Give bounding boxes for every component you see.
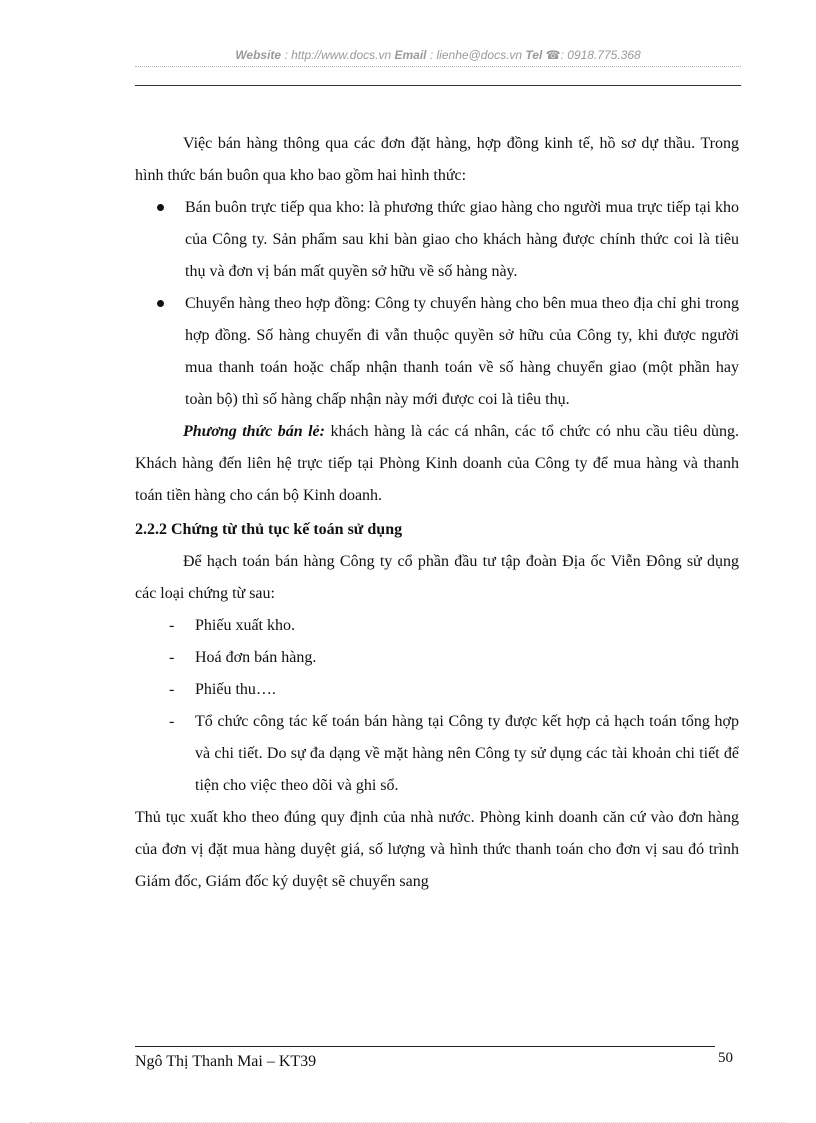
bullet-text: Bán buôn trực tiếp qua kho: là phương thức giao hàng cho người mua trực tiếp tại kho của Công ty. Sản phẩm sau khi bàn giao cho khách hàng được chính thức coi là tiêu thụ và đơn vị bán mất quyền sở hữu về số hàng này. — [185, 199, 739, 280]
dash-list-item — [135, 610, 739, 642]
footer-author: Ngô Thị Thanh Mai – KT39 — [135, 1053, 317, 1070]
header-rule — [135, 85, 741, 86]
dash-item-text: Hoá đơn bán hàng. — [195, 649, 317, 666]
email-label: Email — [394, 48, 427, 62]
dash-mark: - — [169, 713, 175, 730]
website-value: : http://www.docs.vn — [281, 48, 395, 62]
bullet-item — [135, 192, 739, 288]
retail-label: Phương thức bán lẻ: — [183, 423, 325, 440]
tel-value: ☎: 0918.775.368 — [542, 48, 641, 62]
paragraph-intro: Việc bán hàng thông qua các đơn đặt hàng, hợp đồng kinh tế, hồ sơ dự thầu. Trong hình thức bán buôn qua kho bao gồm hai hình thức: — [135, 135, 739, 184]
dash-mark: - — [169, 681, 175, 698]
dash-item-text: Phiếu xuất kho. — [195, 617, 295, 634]
dash-list-item — [135, 706, 739, 802]
email-value: : lienhe@docs.vn — [426, 48, 526, 62]
section-heading: 2.2.2 Chứng từ thủ tục kế toán sử dụng — [135, 521, 403, 538]
website-label: Website — [235, 48, 282, 62]
tel-label: Tel — [525, 48, 543, 62]
paragraph-retail — [135, 416, 739, 512]
dash-mark: - — [169, 617, 175, 634]
bullet-icon — [157, 204, 164, 211]
dash-list-item — [135, 642, 739, 674]
dash-list-item — [135, 674, 739, 706]
bullet-icon — [157, 300, 164, 307]
header-dotted-rule — [135, 66, 741, 67]
dash-item-text: Phiếu thu…. — [195, 681, 276, 698]
dash-mark: - — [169, 649, 175, 666]
paragraph-vouchers: Để hạch toán bán hàng Công ty cổ phần đầu tư tập đoàn Địa ốc Viễn Đông sử dụng các loại chứng từ sau: — [135, 553, 739, 602]
bullet-item — [135, 288, 739, 416]
page-header — [135, 48, 741, 62]
footer-rule — [135, 1046, 715, 1047]
dash-item-text: Tổ chức công tác kế toán bán hàng tại Công ty được kết hợp cả hạch toán tổng hợp và chi tiết. Do sự đa dạng về mặt hàng nên Công ty sử dụng các tài khoản chi tiết để tiện cho việc theo dõi và ghi sổ. — [195, 713, 739, 794]
page-content — [135, 128, 739, 898]
paragraph-procedure: Thủ tục xuất kho theo đúng quy định của nhà nước. Phòng kinh doanh căn cứ vào đơn hàng của đơn vị đặt mua hàng duyệt giá, số lượng và hình thức thanh toán cho đơn vị sau đó trình Giám đốc, Giám đốc ký duyệt sẽ chuyển sang — [135, 809, 739, 890]
retail-text: khách hàng là các cá nhân, các tổ chức có nhu cầu tiêu dùng. Khách hàng đến liên hệ trực tiếp tại Phòng Kinh doanh của Công ty để mua hàng và thanh toán tiền hàng cho cán bộ Kinh doanh. — [135, 423, 740, 504]
bullet-text: Chuyển hàng theo hợp đồng: Công ty chuyển hàng cho bên mua theo địa chỉ ghi trong hợp đồng. Số hàng chuyển đi vẫn thuộc quyền sở hữu của Công ty, khi được người mua thanh toán hoặc chấp nhận thanh toán về số hàng chuyển giao (một phần hay toàn bộ) thì số hàng chấp nhận này mới được coi là tiêu thụ. — [185, 295, 739, 408]
page-number: 50 — [718, 1050, 733, 1066]
